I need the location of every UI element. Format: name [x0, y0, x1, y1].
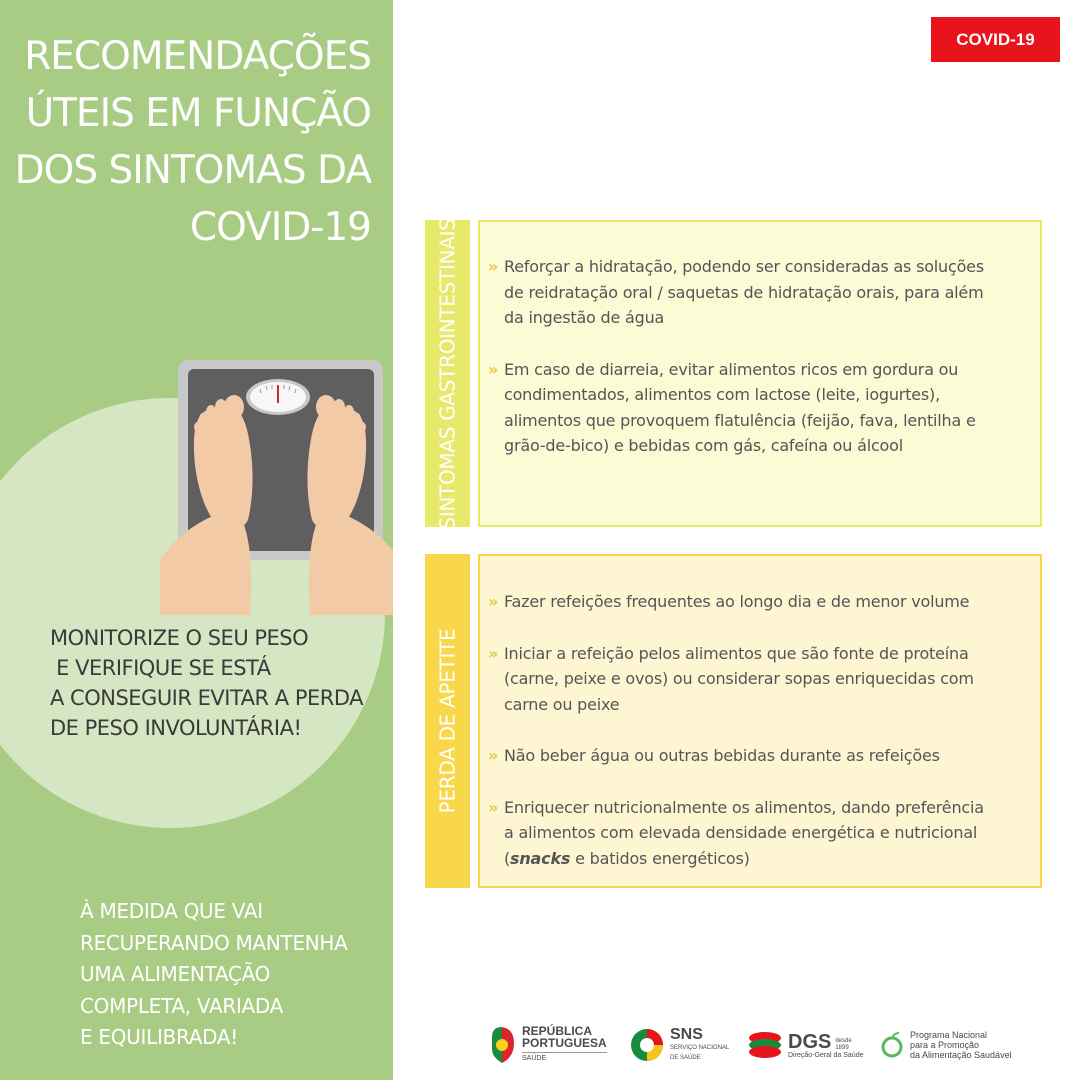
dgs-emblem-icon — [748, 1030, 782, 1060]
logo-text: 1899 — [835, 1044, 849, 1051]
item-line: de reidratação oral / saquetas de hidratação orais, para além — [504, 282, 984, 302]
section-tab-label: PERDA DE APETITE — [435, 628, 460, 814]
logo-text: da Alimentação Saudável — [910, 1050, 1012, 1060]
logo-text: DE SAÚDE — [670, 1055, 701, 1061]
section-tab-gastrointestinal — [425, 217, 470, 530]
dgs-logo — [748, 1020, 873, 1070]
logo-text: SERVIÇO NACIONAL — [670, 1045, 730, 1051]
item-line: (carne, peixe e ovos) ou considerar sopas enriquecidas com — [504, 669, 974, 688]
logo-text: Direção-Geral da Saúde — [788, 1051, 864, 1059]
message-line: DE PESO INVOLUNTÁRIA! — [50, 716, 302, 740]
logo-text: desde — [835, 1037, 852, 1044]
item-line: grão-de-bico) e bebidas com gás, cafeína ou álcool — [504, 436, 903, 455]
snacks-emphasis: snacks — [510, 848, 571, 868]
item-line-rest: e batidos energéticos) — [570, 848, 750, 868]
title-line: DOS SINTOMAS DA — [14, 148, 371, 193]
item-line: condimentados, alimentos com lactose (leite, iogurtes), — [504, 385, 940, 404]
footer-logos — [490, 1020, 1050, 1070]
covid-badge: COVID-19 — [931, 17, 1060, 62]
pnpas-logo — [880, 1020, 1030, 1070]
item-line: Reforçar a hidratação, podendo ser consideradas as soluções — [504, 257, 984, 276]
left-panel — [0, 0, 393, 1080]
logo-text: DGS — [788, 1030, 832, 1053]
double-chevron-icon: » — [488, 592, 499, 611]
double-chevron-icon: » — [488, 643, 499, 663]
logo-text: Programa Nacional — [910, 1030, 988, 1040]
title-line: RECOMENDAÇÕES — [24, 34, 371, 79]
portugal-flag-emblem-icon — [490, 1025, 516, 1065]
section-tab-label: SINTOMAS GASTROINTESTINAIS — [435, 217, 460, 530]
list-item — [488, 795, 1020, 872]
section-tab-appetite-loss — [425, 554, 470, 888]
logo-text: REPÚBLICA — [522, 1024, 593, 1038]
logo-text: PORTUGUESA — [522, 1036, 607, 1050]
paren-open: ( — [504, 848, 511, 868]
monitor-weight-message — [50, 623, 370, 743]
item-line: Iniciar a refeição pelos alimentos que são fonte de proteína — [504, 643, 969, 663]
double-chevron-icon: » — [488, 746, 499, 765]
sns-emblem-icon — [630, 1028, 664, 1062]
title-line: ÚTEIS EM FUNÇÃO — [25, 91, 371, 136]
message-line: À MEDIDA QUE VAI — [80, 899, 263, 923]
page-title — [11, 28, 371, 256]
list-item — [488, 357, 1020, 459]
sns-logo — [630, 1020, 730, 1070]
message-line: A CONSEGUIR EVITAR A PERDA — [50, 686, 364, 710]
item-line: alimentos que provoquem flatulência (feijão, fava, lentilha e — [504, 410, 976, 430]
list-item — [488, 254, 1020, 331]
republica-portuguesa-logo — [490, 1020, 610, 1070]
double-chevron-icon: » — [488, 359, 499, 379]
message-line: E EQUILIBRADA! — [80, 1025, 238, 1049]
item-line: da ingestão de água — [504, 308, 665, 327]
message-line: MONITORIZE O SEU PESO — [50, 626, 309, 650]
recovery-message — [80, 896, 380, 1054]
title-line: COVID-19 — [189, 205, 371, 250]
item-line: Em caso de diarreia, evitar alimentos ricos em gordura ou — [504, 359, 959, 379]
logo-text: SNS — [670, 1026, 703, 1043]
item-line: Não beber água ou outras bebidas durante as refeições — [504, 746, 940, 765]
double-chevron-icon: » — [488, 797, 499, 817]
message-line: COMPLETA, VARIADA — [80, 993, 284, 1018]
logo-text: para a Promoção — [910, 1040, 980, 1050]
section-appetite-loss — [478, 554, 1042, 888]
item-line: Fazer refeições frequentes ao longo dia e de menor volume — [504, 592, 970, 611]
section-gastrointestinal — [478, 220, 1042, 527]
item-line: Enriquecer nutricionalmente os alimentos, dando preferência — [504, 797, 984, 817]
item-line: carne ou peixe — [504, 694, 620, 714]
item-line — [504, 846, 1020, 872]
list-item — [488, 641, 1020, 718]
double-chevron-icon: » — [488, 257, 499, 276]
logo-text: SAÚDE — [522, 1052, 607, 1065]
list-item — [488, 743, 1020, 769]
apple-outline-icon — [880, 1031, 904, 1059]
item-line: a alimentos com elevada densidade energética e nutricional — [504, 823, 978, 842]
message-line: E VERIFIQUE SE ESTÁ — [50, 656, 271, 680]
message-line: UMA ALIMENTAÇÃO — [80, 962, 271, 986]
message-line: RECUPERANDO MANTENHA — [80, 930, 348, 955]
bathroom-scale-with-feet-icon — [160, 355, 393, 615]
list-item — [488, 589, 1020, 615]
